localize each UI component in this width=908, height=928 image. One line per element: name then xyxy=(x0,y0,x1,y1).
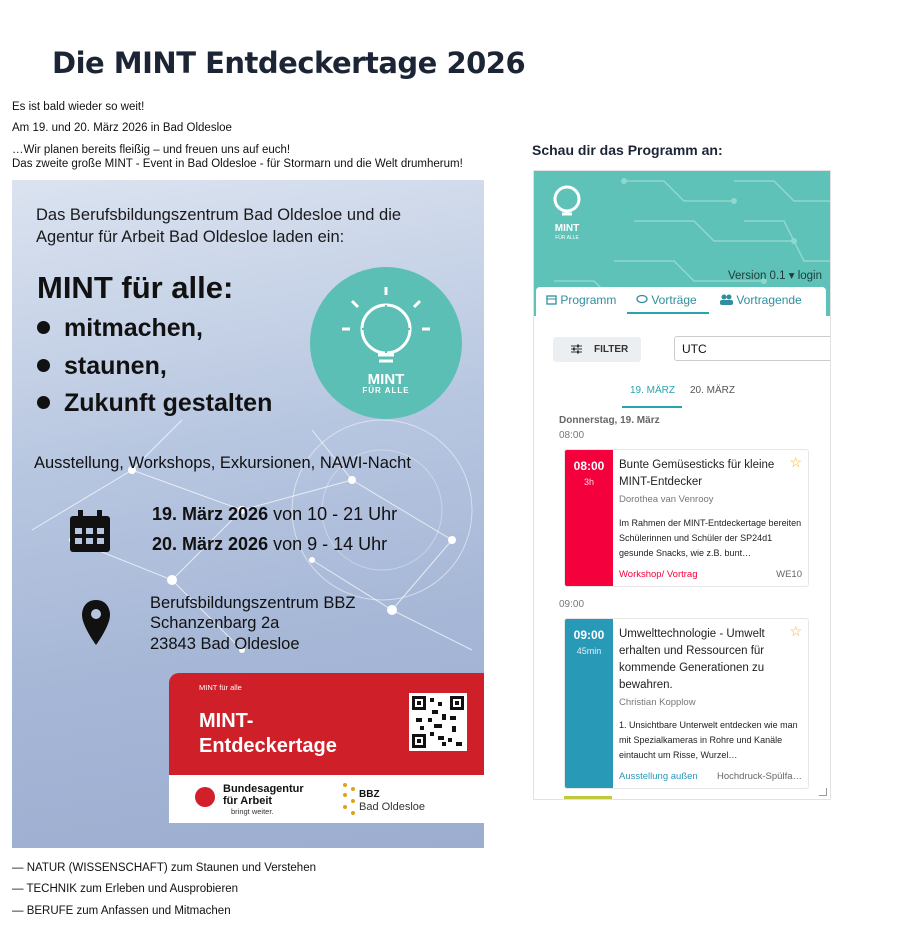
session-speaker: Dorothea van Venrooy xyxy=(619,494,714,505)
bundesagentur-slogan: bringt weiter. xyxy=(231,807,274,816)
svg-text:FÜR ALLE: FÜR ALLE xyxy=(555,235,579,241)
red-banner-title: MINT- Entdeckertage xyxy=(199,710,337,757)
poster-logo-strip xyxy=(169,775,484,823)
hour-label: 09:00 xyxy=(559,599,585,610)
intro-line: …Wir planen bereits fleißig – und freuen uns auf euch! xyxy=(12,144,291,156)
version-login-link[interactable]: Version 0.1 ▾ login xyxy=(728,270,822,282)
tab-vortragende[interactable]: Vortragende xyxy=(720,293,802,307)
users-icon xyxy=(720,294,733,305)
svg-text:MINT: MINT xyxy=(554,223,580,234)
program-widget xyxy=(533,170,831,800)
poster-address-line: Berufsbildungszentrum BBZ xyxy=(150,594,356,612)
filter-button[interactable]: FILTER xyxy=(553,337,641,362)
star-icon[interactable]: ☆ xyxy=(789,454,802,470)
poster-events: Ausstellung, Workshops, Exkursionen, NAWI-Nacht xyxy=(34,454,411,472)
session-title: Umwelttechnologie - Umwelt erhalten und Ressourcen für kommende Generationen zu bewahren. xyxy=(619,628,765,691)
location-pin-icon xyxy=(82,600,110,646)
feature-list-item: — TECHNIK zum Erleben und Ausprobieren xyxy=(12,883,239,895)
mint-logo xyxy=(310,267,462,419)
bbz-name: BBZ xyxy=(359,789,380,800)
session-time-block: 08:00 3h xyxy=(565,450,613,586)
tab-active-indicator xyxy=(627,312,709,314)
bbz-location: Bad Oldesloe xyxy=(359,801,426,813)
program-heading: Schau dir das Programm an: xyxy=(532,142,723,158)
intro-line: Am 19. und 20. März 2026 in Bad Oldesloe xyxy=(12,122,232,134)
session-room: WE10 xyxy=(776,569,802,580)
chat-icon xyxy=(636,294,648,305)
session-title: Bunte Gemüsesticks für kleine MINT-Entdecker xyxy=(619,459,775,488)
qr-code-icon xyxy=(409,693,467,751)
page-title: Die MINT Entdeckertage 2026 xyxy=(52,46,526,80)
feature-list-item: — BERUFE zum Anfassen und Mitmachen xyxy=(12,905,231,917)
calendar-icon xyxy=(68,510,112,554)
session-room: Hochdruck-Spülfa… xyxy=(716,771,802,782)
sliders-icon xyxy=(571,344,582,354)
session-speaker: Christian Kopplow xyxy=(619,697,696,708)
intro-line: Das zweite große MINT - Event in Bad Oldesloe - für Stormarn und die Welt drumherum! xyxy=(12,158,463,170)
session-card[interactable] xyxy=(564,449,809,587)
poster-bullet: staunen, xyxy=(37,352,167,381)
mint-logo-sub: FÜR ALLE xyxy=(362,386,410,395)
event-poster xyxy=(12,180,484,848)
resize-handle-icon[interactable] xyxy=(819,788,827,796)
day-active-indicator xyxy=(622,406,682,408)
program-card xyxy=(536,287,826,800)
session-type: Ausstellung außen xyxy=(619,771,698,782)
mint-banner-logo-icon xyxy=(534,171,600,241)
poster-red-banner xyxy=(169,673,484,775)
tab-vortraege[interactable]: Vorträge xyxy=(636,293,697,307)
hour-label: 08:00 xyxy=(559,430,585,441)
red-banner-small: MINT für alle xyxy=(199,683,242,692)
timezone-select[interactable]: UTC xyxy=(674,336,831,361)
poster-bullet: Zukunft gestalten xyxy=(37,389,272,418)
tab-programm[interactable]: Programm xyxy=(546,293,616,307)
lightbulb-puzzle-icon xyxy=(310,267,462,419)
bundesagentur-logo-icon xyxy=(195,787,215,807)
star-icon[interactable]: ☆ xyxy=(789,623,802,639)
poster-address-line: Schanzenbarg 2a xyxy=(150,614,280,632)
poster-intro: Das Berufsbildungszentrum Bad Oldesloe und die Agentur für Arbeit Bad Oldesloe laden ein: xyxy=(36,206,402,246)
poster-date-1: 19. März 2026 von 10 - 21 Uhr xyxy=(152,504,398,524)
session-time-block: 09:00 45min xyxy=(565,619,613,788)
intro-line: Es ist bald wieder so weit! xyxy=(12,101,145,113)
poster-address-line: 23843 Bad Oldesloe xyxy=(150,635,300,653)
day-label: Donnerstag, 19. März xyxy=(559,415,660,426)
session-description: Im Rahmen der MINT-Entdeckertage bereiten Schülerinnen und Schüler der SP24d1 gesunde Snacks, wie z.B. bunt… xyxy=(619,518,802,558)
mint-logo-title: MINT xyxy=(367,371,405,388)
day-tab-20[interactable]: 20. MÄRZ xyxy=(690,385,736,396)
calendar-icon xyxy=(546,294,557,305)
program-tabs xyxy=(536,287,826,317)
bundesagentur-name: Bundesagentur für Arbeit xyxy=(223,783,304,807)
feature-list-item: — NATUR (WISSENSCHAFT) zum Staunen und Verstehen xyxy=(12,862,316,874)
next-session-peek xyxy=(564,796,612,800)
session-description: 1. Unsichtbare Unterwelt entdecken wie man mit Spezialkameras in Rohre und Kanäle eintaucht um Risse, Wurzel… xyxy=(619,720,798,760)
bbz-stars-icon xyxy=(341,781,357,817)
session-card[interactable] xyxy=(564,618,809,789)
poster-headline: MINT für alle: xyxy=(37,270,234,305)
poster-date-2: 20. März 2026 von 9 - 14 Uhr xyxy=(152,534,388,554)
poster-bullet: mitmachen, xyxy=(37,314,203,343)
day-tab-19[interactable]: 19. MÄRZ xyxy=(630,385,676,396)
session-type: Workshop/ Vortrag xyxy=(619,569,698,580)
